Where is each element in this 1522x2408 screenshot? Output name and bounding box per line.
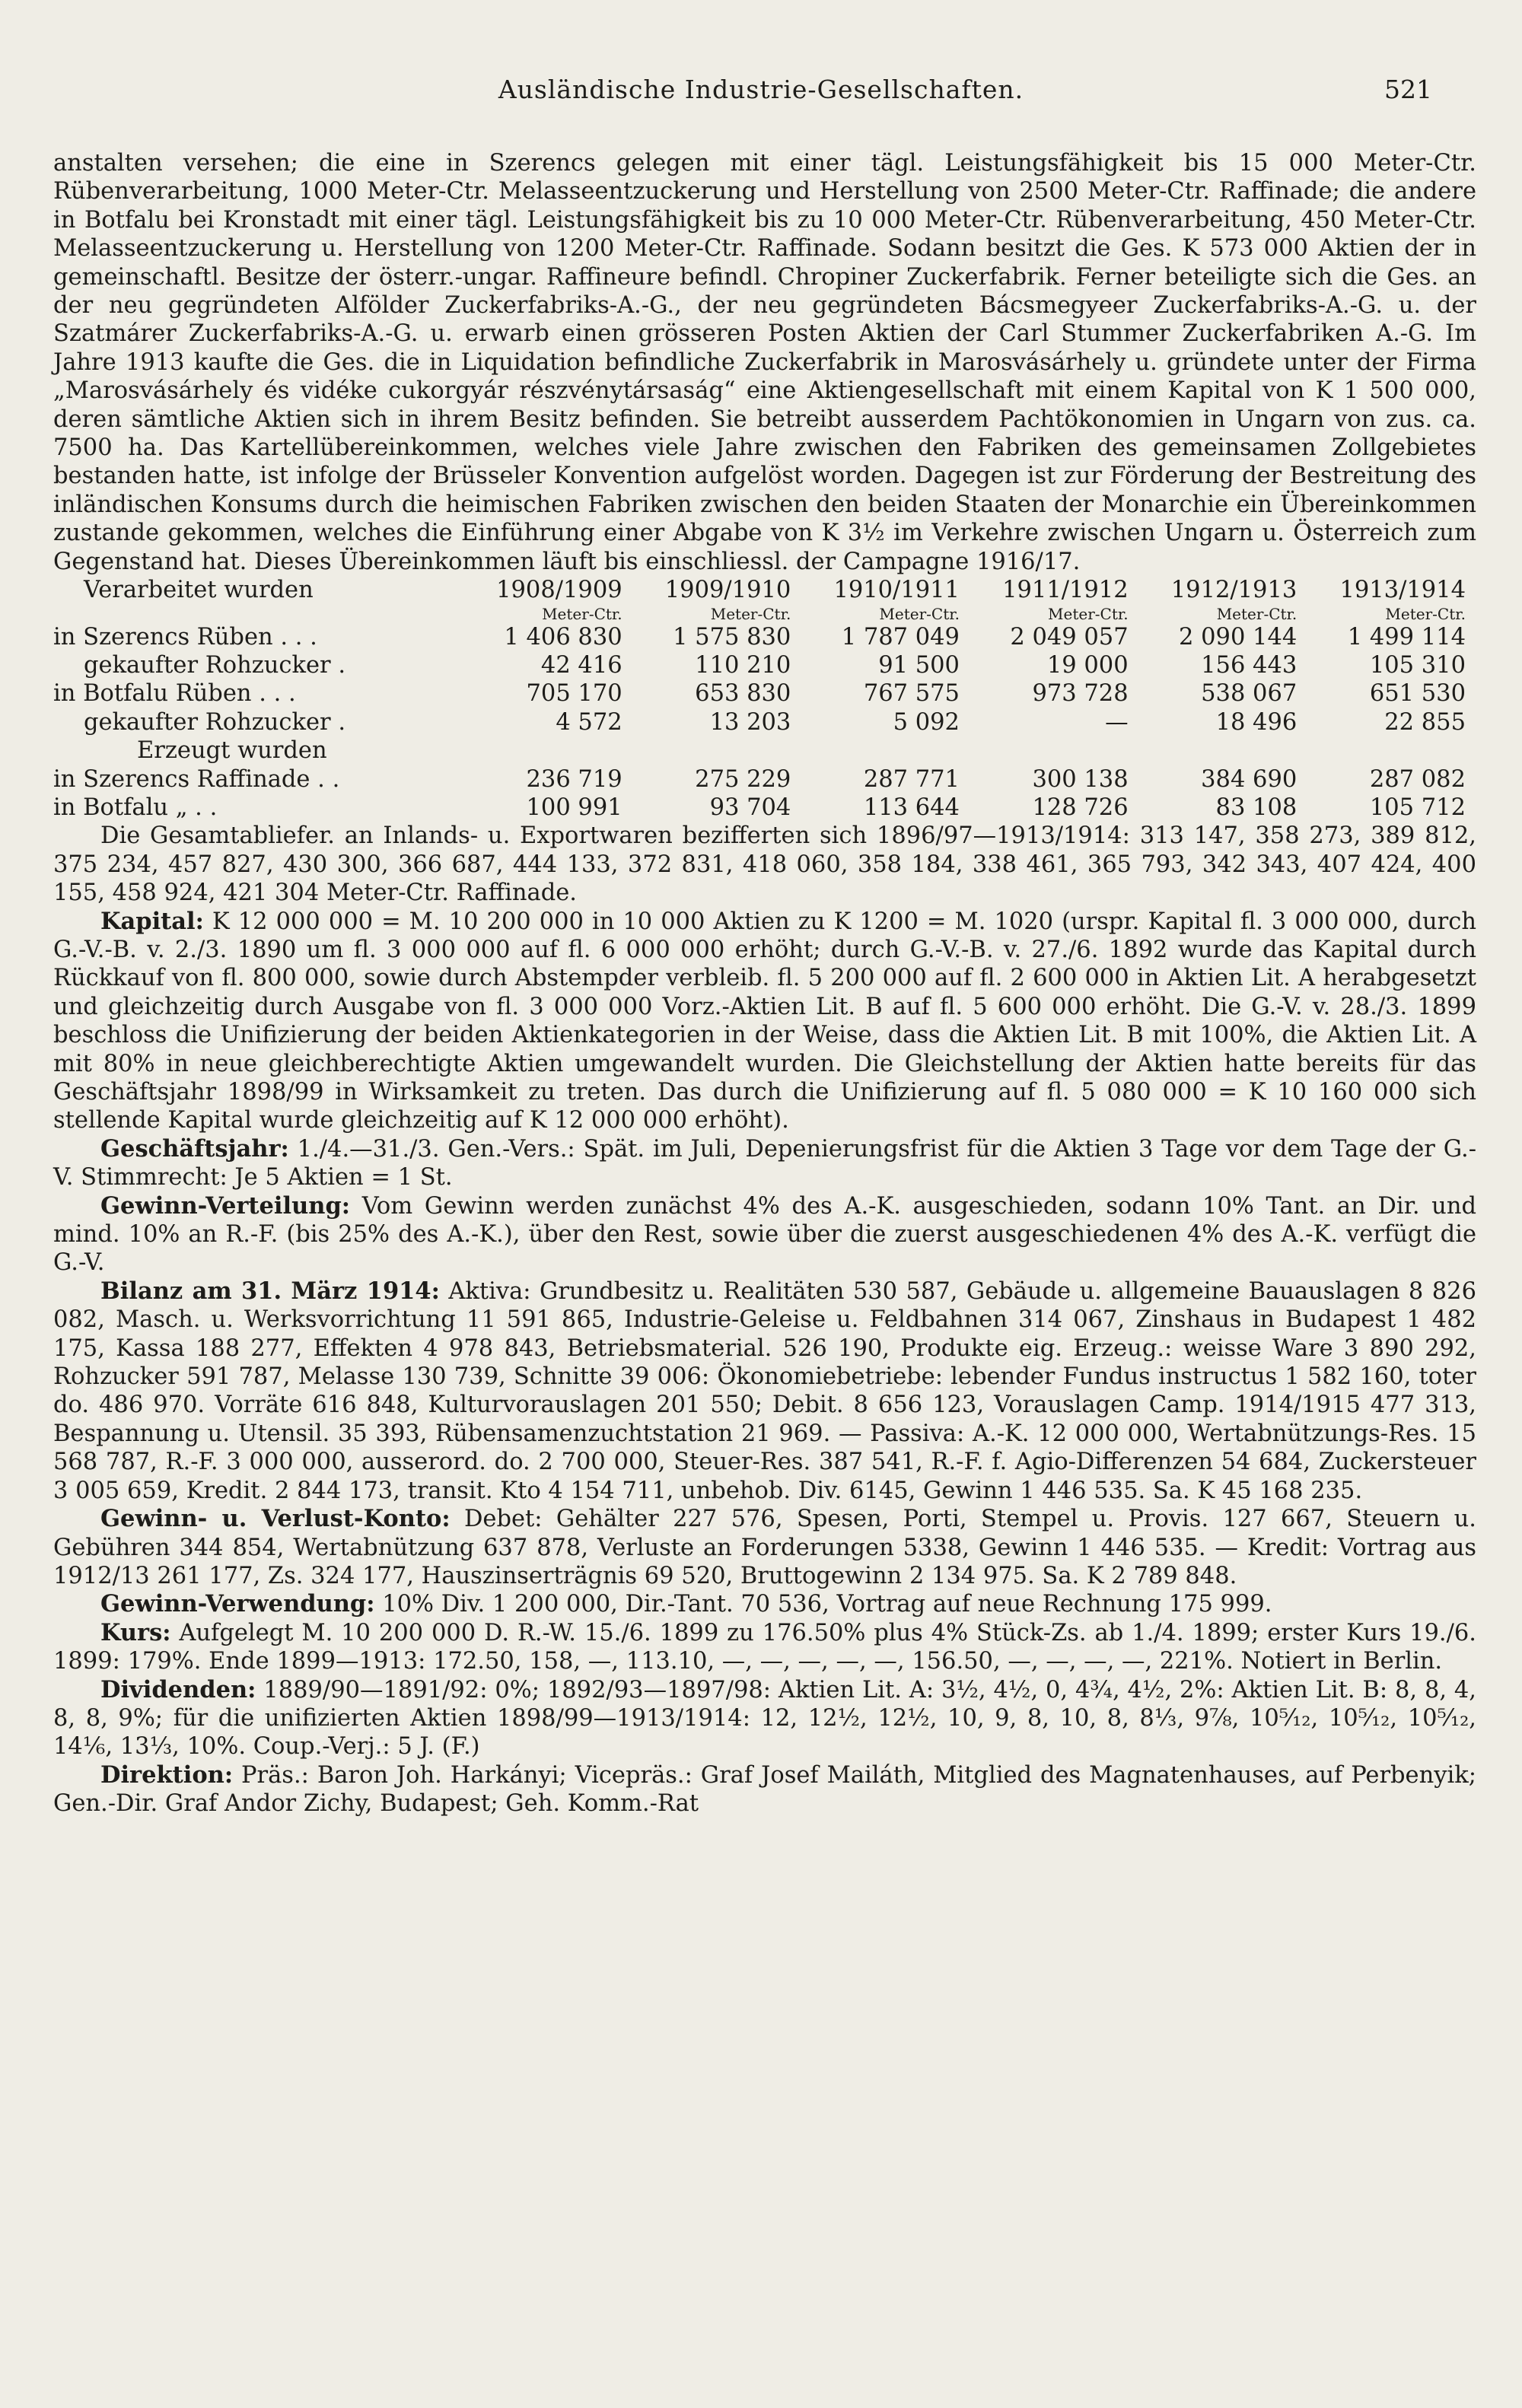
table-cell: — — [1105, 708, 1129, 736]
paragraph-text: K 12 000 000 = M. 10 200 000 in 10 000 Aktien zu K 1200 = M. 1020 (urspr. Kapital fl. 3 000 000, durch G.-V.-B. v. 2./3. 1890 um fl. 3 000 000 auf fl. 6 000 000 erhöht; durch G.-V.-B. v. 27./6. 1892 wurde das Kapital durch Rückkauf von fl. 800 000, sowie durch Abstempder verbleib. fl. 5 200 000 auf fl. 2 600 000 in Aktien Lit. A herabgesetzt und gleichzeitig durch Ausgabe von fl. 3 000 000 Vorz.-Aktien Lit. B auf fl. 5 600 000 erhöht. Die G.-V. v. 28./3. 1899 beschloss die Unifizierung der beiden Aktienkategorien in der Weise, dass die Aktien Lit. B mit 100%, die Aktien Lit. A mit 80% in neue gleichberechtigte Aktien umgewandelt wurden. Die Gleichstellung der Aktien hatte bereits für das Geschäftsjahr 1898/99 in Wirksamkeit zu treten. Das durch die Unifizierung auf fl. 5 080 000 = K 10 160 000 sich stellende Kapital wurde gleichzeitig auf K 12 000 000 erhöht). — [53, 908, 1476, 1134]
section-label: Bilanz am 31. März 1914: — [100, 1277, 440, 1305]
table-cell: 1 406 830 — [504, 623, 622, 651]
table-row — [53, 679, 1476, 708]
table-cell: 653 830 — [695, 680, 791, 708]
table-cell: 300 138 — [1032, 765, 1129, 793]
unit-label: Meter-Ctr. — [879, 604, 960, 623]
table-cell: 1 499 114 — [1347, 623, 1466, 651]
table-cell: 83 108 — [1215, 794, 1298, 821]
table-subheader-row — [53, 736, 1476, 765]
table-cell: 110 210 — [695, 651, 791, 679]
paragraph-text: Aufgelegt M. 10 200 000 D. R.-W. 15./6. 1899 zu 176.50% plus 4% Stück-Zs. ab 1./4. 1899; erster Kurs 19./6. 1899: 179%. Ende 1899—1913: 172.50, 158, —, 113.10, —, —, —, —, —, 156.50, —, —, —, —, 221%. Notiert in Berlin. — [53, 1619, 1476, 1675]
paragraph-text: 1889/90—1891/92: 0%; 1892/93—1897/98: Aktien Lit. A: 3½, 4½, 0, 4¾, 4½, 2%: Aktien Lit. B: 8, 8, 4, 8, 8, 9%; für die unifizierten Aktien 1898/99—1913/1914: 12, 12½, 12½, 10, 9, 8, 10, 8, 8⅓, 9⅞, 10⁵⁄₁₂, 10⁵⁄₁₂, 10⁵⁄₁₂, 14⅙, 13⅓, 10%. Coup.-Verj.: 5 J. (F.) — [53, 1676, 1477, 1761]
row-label: in Szerencs Rüben . . . — [53, 623, 317, 651]
running-header: Ausländische Industrie-Gesellschaften. — [498, 75, 1024, 104]
paragraph-text: Die Gesamtabliefer. an Inlands- u. Exportwaren bezifferten sich 1896/97—1913/1914: 313 147, 358 273, 389 812, 375 234, 457 827, 430 300, 366 687, 444 133, 372 831, 418 060, 358 184, 338 461, 365 793, 342 343, 407 424, 400 155, 458 924, 421 304 Meter-Ctr. Raffinade. — [53, 822, 1476, 907]
section-label: Gewinn- u. Verlust-Konto: — [100, 1505, 451, 1533]
table-cell: 973 728 — [1032, 680, 1129, 708]
row-label: in Botfalu Rüben . . . — [53, 680, 296, 708]
year-header: 1908/1909 — [496, 577, 622, 604]
paragraph-text: Präs.: Baron Joh. Harkányi; Vicepräs.: Graf Josef Mailáth, Mitglied des Magnatenhauses, auf Perbenyik; Gen.-Dir. Graf Andor Zichy, Budapest; Geh. Komm.-Rat — [53, 1761, 1476, 1818]
paragraph — [53, 1135, 1476, 1192]
table-subheader: Erzeugt wurden — [137, 737, 327, 765]
production-table — [53, 576, 1476, 822]
year-header: 1912/1913 — [1170, 577, 1298, 604]
section-label: Gewinn-Verteilung: — [100, 1191, 351, 1220]
paragraph-text: 10% Div. 1 200 000, Dir.-Tant. 70 536, Vortrag auf neue Rechnung 175 999. — [382, 1591, 1272, 1618]
table-cell: 4 572 — [556, 708, 622, 736]
section-label: Kapital: — [100, 907, 204, 935]
row-label: gekaufter Rohzucker . — [84, 651, 346, 679]
table-cell: 105 310 — [1369, 651, 1466, 679]
year-header: 1910/1911 — [833, 577, 960, 604]
table-cell: 287 082 — [1369, 765, 1466, 793]
table-cell: 113 644 — [863, 794, 960, 821]
table-cell: 1 575 830 — [673, 623, 791, 651]
paragraph-text: 1./4.—31./3. Gen.-Vers.: Spät. im Juli, Depenierungsfrist für die Aktien 3 Tage vor dem Tage der G.-V. Stimmrecht: Je 5 Aktien = 1 St. — [53, 1135, 1477, 1191]
paragraph — [53, 1505, 1476, 1590]
table-cell: 128 726 — [1032, 794, 1129, 821]
section-label: Gewinn-Verwendung: — [100, 1590, 375, 1618]
section-label: Kurs: — [100, 1618, 171, 1646]
paragraph-text: Vom Gewinn werden zunächst 4% des A.-K. ausgeschieden, sodann 10% Tant. an Dir. und mind. 10% an R.-F. (bis 25% des A.-K.), über den Rest, sowie über die zuerst ausgeschiedenen 4% des A.-K. verfügt die G.-V. — [53, 1192, 1476, 1277]
table-cell: 19 000 — [1046, 651, 1129, 679]
table-cell: 767 575 — [863, 680, 960, 708]
paragraph — [53, 1676, 1476, 1761]
table-cell: 5 092 — [893, 708, 960, 736]
table-cell: 105 712 — [1369, 794, 1466, 821]
table-cell: 100 991 — [526, 794, 622, 821]
paragraph — [53, 1277, 1476, 1505]
row-label: gekaufter Rohzucker . — [84, 708, 346, 736]
paragraph — [53, 1192, 1476, 1277]
table-row — [53, 708, 1476, 736]
table-cell: 22 855 — [1384, 708, 1466, 736]
section-label: Direktion: — [100, 1761, 234, 1789]
unit-label: Meter-Ctr. — [542, 604, 622, 623]
unit-row — [53, 605, 1476, 623]
row-label: in Botfalu „ . . — [53, 794, 218, 821]
table-header-row — [53, 576, 1476, 604]
year-header: 1913/1914 — [1339, 577, 1466, 604]
table-cell: 13 203 — [709, 708, 791, 736]
table-cell: 384 690 — [1201, 765, 1298, 793]
paragraph-text: Aktiva: Grundbesitz u. Realitäten 530 587, Gebäude u. allgemeine Bauauslagen 8 826 082, Masch. u. Werksvorrichtung 11 591 865, Industrie-Geleise u. Feldbahnen 314 067, Zinshaus in Budapest 1 482 175, Kassa 188 277, Effekten 4 978 843, Betriebsmaterial. 526 190, Produkte eig. Erzeug.: weisse Ware 3 890 292, Rohzucker 591 787, Melasse 130 739, Schnitte 39 006: Ökonomiebetriebe: lebender Fundus instructus 1 582 160, toter do. 486 970. Vorräte 616 848, Kulturvorauslagen 201 550; Debit. 8 656 123, Vorauslagen Camp. 1914/1915 477 313, Bespannung u. Utensil. 35 393, Rübensamenzuchtstation 21 969. — Passiva: A.-K. 12 000 000, Wertabnützungs-Res. 15 568 787, R.-F. 3 000 000, ausserord. do. 2 700 000, Steuer-Res. 387 541, R.-F. f. Agio-Differenzen 54 684, Zuckersteuer 3 005 659, Kredit. 2 844 173, transit. Kto 4 154 711, unbehob. Div. 6145, Gewinn 1 446 535. Sa. K 45 168 235. — [53, 1277, 1476, 1504]
table-cell: 275 229 — [695, 765, 791, 793]
unit-label: Meter-Ctr. — [1048, 604, 1129, 623]
table-header-label: Verarbeitet wurden — [84, 577, 314, 604]
table-cell: 2 090 144 — [1179, 623, 1298, 651]
section-label: Geschäftsjahr: — [100, 1134, 289, 1163]
table-cell: 156 443 — [1201, 651, 1298, 679]
paragraph — [53, 822, 1476, 907]
unit-label: Meter-Ctr. — [710, 604, 791, 623]
page-body — [53, 149, 1476, 1818]
paragraph — [53, 1590, 1476, 1618]
table-row — [53, 651, 1476, 679]
table-cell: 538 067 — [1201, 680, 1298, 708]
table-cell: 42 416 — [540, 651, 622, 679]
intro-paragraph: anstalten versehen; die eine in Szerencs gelegen mit einer tägl. Leistungsfähigkeit bis 15 000 Meter-Ctr. Rübenverarbeitung, 1000 Meter-Ctr. Melasseentzuckerung und Herstellung von 2500 Meter-Ctr. Raffinade; die andere in Botfalu bei Kronstadt mit einer tägl. Leistungsfähigkeit bis zu 10 000 Meter-Ctr. Rübenverarbeitung, 450 Meter-Ctr. Melasseentzuckerung u. Herstellung von 1200 Meter-Ctr. Raffinade. Sodann besitzt die Ges. K 573 000 Aktien der in gemeinschaftl. Besitze der österr.-ungar. Raffineure befindl. Chropiner Zuckerfabrik. Ferner beteiligte sich die Ges. an der neu gegründeten Alfölder Zuckerfabriks-A.-G., der neu gegründeten Bácsmegyeer Zuckerfabriks-A.-G. u. der Szatmárer Zuckerfabriks-A.-G. u. erwarb einen grösseren Posten Aktien der Carl Stummer Zuckerfabriken A.-G. Im Jahre 1913 kaufte die Ges. die in Liquidation befindliche Zuckerfabrik in Marosvásárhely u. gründete unter der Firma „Marosvásárhely és vidéke cukorgyár részvénytársaság“ eine Aktiengesellschaft mit einem Kapital von K 1 500 000, deren sämtliche Aktien sich in ihrem Besitz befinden. Sie betreibt ausserdem Pachtökonomien in Ungarn von zus. ca. 7500 ha. Das Kartellübereinkommen, welches viele Jahre zwischen den Fabriken des gemeinsamen Zollgebietes bestanden hatte, ist infolge der Brüsseler Konvention aufgelöst worden. Dagegen ist zur Förderung der Bestreitung des inländischen Konsums durch die heimischen Fabriken zwischen den beiden Staaten der Monarchie ein Übereinkommen zustande gekommen, welches die Einführung einer Abgabe von K 3½ im Verkehre zwischen Ungarn u. Österreich zum Gegenstand hat. Dieses Übereinkommen läuft bis einschliessl. der Campagne 1916/17. — [53, 150, 1476, 575]
year-header: 1909/1910 — [664, 577, 791, 604]
table-cell: 705 170 — [526, 680, 622, 708]
paragraph — [53, 1619, 1476, 1676]
unit-label: Meter-Ctr. — [1216, 604, 1298, 623]
table-row — [53, 794, 1476, 822]
unit-label: Meter-Ctr. — [1385, 604, 1466, 623]
table-cell: 18 496 — [1215, 708, 1298, 736]
table-row — [53, 623, 1476, 651]
table-cell: 91 500 — [878, 651, 960, 679]
table-cell: 236 719 — [526, 765, 622, 793]
table-cell: 287 771 — [863, 765, 960, 793]
section-label: Dividenden: — [100, 1675, 256, 1703]
row-label: in Szerencs Raffinade . . — [53, 765, 340, 793]
table-row — [53, 765, 1476, 794]
paragraph-text: Debet: Gehälter 227 576, Spesen, Porti, Stempel u. Provis. 127 667, Steuern u. Gebühren 344 854, Wertabnützung 637 878, Verluste an Forderungen 5338, Gewinn 1 446 535. — Kredit: Vortrag aus 1912/13 261 177, Zs. 324 177, Hauszinserträgnis 69 520, Bruttogewinn 2 134 975. Sa. K 2 789 848. — [53, 1506, 1476, 1589]
table-cell: 93 704 — [709, 794, 791, 821]
table-cell: 651 530 — [1369, 680, 1466, 708]
paragraph — [53, 1761, 1476, 1818]
table-cell: 2 049 057 — [1010, 623, 1129, 651]
page-number: 521 — [1384, 75, 1432, 104]
paragraph — [53, 908, 1476, 1135]
year-header: 1911/1912 — [1002, 577, 1129, 604]
table-cell: 1 787 049 — [841, 623, 960, 651]
